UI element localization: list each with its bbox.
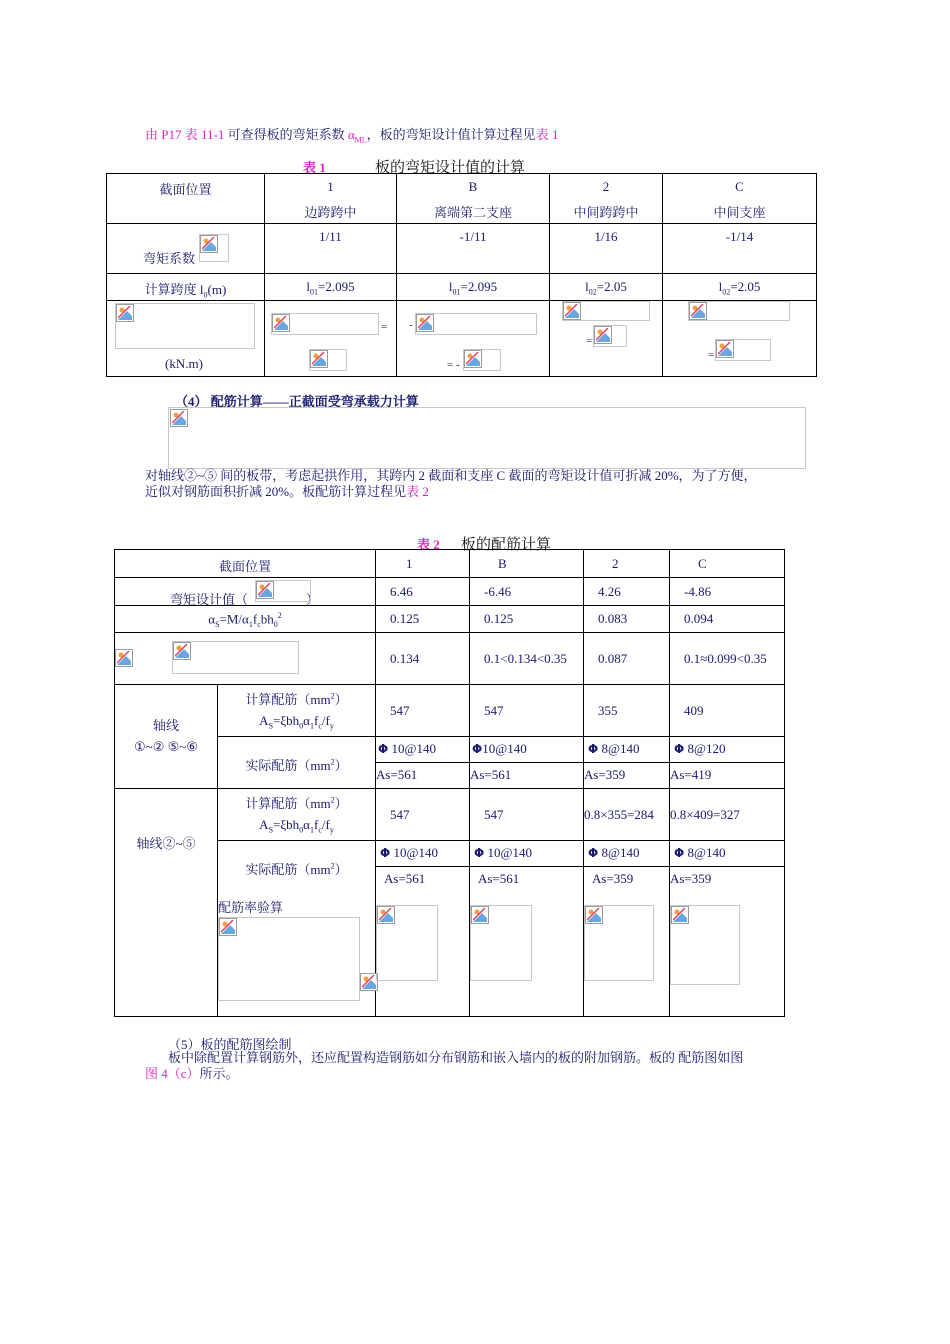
table1-span-1: $l_{01}=2.095$ — [265, 274, 397, 301]
broken-image-icon — [200, 235, 218, 253]
table2-group1-area-C: As=419 — [670, 763, 785, 789]
table2-group2-calc-label: 计算配筋$(mm^2)$ $A_S=\xi bh_0\alpha_1f_c/f_y$ — [218, 789, 376, 841]
table2-header-cell: 截面位置 — [115, 550, 376, 578]
broken-image-icon — [416, 314, 434, 332]
ratio-check-label: 配筋率验算 — [218, 900, 284, 915]
table1-coef-C: -1/14 — [663, 224, 817, 274]
broken-image-icon — [116, 304, 134, 322]
table2-title: 板的配筋计算 — [461, 537, 552, 553]
table1-coef-1: 1/11 — [265, 224, 397, 274]
table2-alpha-B: 0.125 — [470, 606, 584, 633]
table2-col-2: 2 — [584, 550, 670, 578]
table2-group1-area-B: As=561 — [470, 763, 584, 789]
table2-group1-area-1: As=561 — [376, 763, 470, 789]
table1-label: 表 1 — [303, 160, 326, 175]
table2-group2-calc-C: 0.8×409=327 — [670, 789, 785, 841]
section5-line-1: 板中除配置计算钢筋外，还应配置构造钢筋如分布钢筋和嵌入墙内的板的附加钢筋。板的 配筋图如图 — [168, 1050, 744, 1065]
arch-line-1: 对轴线②~⑤ 间的板带，考虑起拱作用，其跨内 2 截面和支座 C 截面的弯矩设计值可折减 20%，为了方便， — [145, 468, 757, 483]
table1-coef-B: -1/11 — [397, 224, 550, 274]
table1-span-B: $l_{01}=2.095$ — [397, 274, 550, 301]
intro-paragraph — [145, 124, 558, 145]
table2-moment-2: 4.26 — [584, 578, 670, 606]
table1 — [106, 173, 817, 377]
broken-image-icon — [377, 906, 395, 924]
table2-group1-bar-1: Φ 10@140 — [376, 737, 470, 763]
broken-image-icon — [310, 350, 328, 368]
table2-group2-actual-label: 实际配筋$(mm^2)$ 配筋率验算 — [218, 841, 376, 1017]
table2-group2-calc-1: 547 — [376, 789, 470, 841]
broken-image-icon — [671, 906, 689, 924]
table1-span-2: $l_{02}=2.05$ — [550, 274, 663, 301]
table2-group1-bar-C: Φ 8@120 — [670, 737, 785, 763]
table2-xi-1: 0.134 — [376, 633, 470, 685]
broken-image-icon — [464, 350, 482, 368]
table1-header-cell — [107, 174, 265, 224]
table1-header-label: 截面位置 — [159, 182, 212, 197]
table2-xi-2: 0.087 — [584, 633, 670, 685]
table2-moment-C: -4.86 — [670, 578, 785, 606]
broken-image-icon — [585, 906, 603, 924]
table2-alpha-2: 0.083 — [584, 606, 670, 633]
broken-image-icon — [563, 302, 581, 320]
table2-group2-bar-C: Φ 8@140 — [670, 841, 785, 867]
table1-col-2: 2 中间跨跨中 — [550, 174, 663, 224]
table1-col-C: C 中间支座 — [663, 174, 817, 224]
table2-xi-C: 0.1≈0.099<0.35 — [670, 633, 785, 685]
section4-formula-image — [168, 407, 806, 469]
table2-group2-calc-2: 0.8×355=284 — [584, 789, 670, 841]
section5-line-2: 所示。 — [199, 1066, 239, 1081]
table1-moment-B: - = - — [397, 300, 550, 376]
broken-image-icon — [716, 340, 734, 358]
broken-image-icon — [115, 649, 133, 667]
table2-alpha-label: $\alpha_S=M/\alpha_1f_cbh_0^2$ — [115, 606, 376, 633]
alpha-ml-symbol: $\alpha_{ML}$ — [347, 127, 367, 145]
table2-group2-area-B: As=561 — [470, 867, 584, 1017]
table1-moment-C: = — [663, 300, 817, 376]
table2-group1-calc-B: 547 — [470, 685, 584, 737]
table1-col-B: B 离端第二支座 — [397, 174, 550, 224]
table2-group2-bar-2: Φ 8@140 — [584, 841, 670, 867]
table1-moment-label-cell — [107, 300, 265, 376]
broken-image-icon — [256, 581, 274, 599]
arch-paragraph — [145, 468, 825, 500]
table1-moment-unit: (kN.m) — [165, 355, 203, 371]
table1-span-C: $l_{02}=2.05$ — [663, 274, 817, 301]
table2-xi-B: 0.1<0.134<0.35 — [470, 633, 584, 685]
intro-ref-table1[interactable]: 表 1 — [535, 127, 559, 142]
table2 — [114, 549, 785, 1017]
table2-col-B: B — [470, 550, 584, 578]
table2-group2-bar-1: Φ 10@140 — [376, 841, 470, 867]
table1-moment-2: = — [550, 300, 663, 376]
table2-moment-1: 6.46 — [376, 578, 470, 606]
arch-ref-table2[interactable]: 表 2 — [406, 484, 429, 499]
table2-group1-calc-label: 计算配筋$(mm^2)$ $A_S=\xi bh_0\alpha_1f_c/f_y$ — [218, 685, 376, 737]
broken-image-icon — [173, 642, 191, 660]
table1-col-1: 1 边跨跨中 — [265, 174, 397, 224]
table2-group2-calc-B: 547 — [470, 789, 584, 841]
table2-col-1: 1 — [376, 550, 470, 578]
table2-alpha-1: 0.125 — [376, 606, 470, 633]
section4-title: （4） 配筋计算——正截面受弯承载力计算 — [175, 394, 419, 409]
table2-group2-axis: 轴线②~⑤ — [115, 789, 218, 1017]
intro-text-2: ，板的弯矩设计值计算过程见 — [366, 127, 536, 142]
table2-group1-calc-2: 355 — [584, 685, 670, 737]
table2-group1-axis: 轴线 ①~② ⑤~⑥ — [115, 685, 218, 789]
table2-col-C: C — [670, 550, 785, 578]
table2-group1-calc-1: 547 — [376, 685, 470, 737]
broken-image-icon — [594, 326, 612, 344]
table2-label: 表 2 — [417, 537, 440, 552]
table2-group1-calc-C: 409 — [670, 685, 785, 737]
table1-moment-1: = — [265, 300, 397, 376]
table2-group2-area-2: As=359 — [584, 867, 670, 1017]
arch-line-2: 近似对钢筋面积折减 20%。板配筋计算过程见 — [145, 484, 407, 499]
broken-image-icon — [272, 314, 290, 332]
table2-group2-area-1: As=561 — [376, 867, 470, 1017]
table2-group1-bar-2: Φ 8@140 — [584, 737, 670, 763]
table2-group1-bar-B: Φ10@140 — [470, 737, 584, 763]
table1-coef-2: 1/16 — [550, 224, 663, 274]
intro-ref-p17[interactable]: 由 P17 表 11-1 — [145, 127, 225, 142]
intro-text-1: 可查得板的弯矩系数 — [224, 127, 348, 142]
table1-coef-label-cell — [107, 224, 265, 274]
table1-title: 板的弯矩设计值的计算 — [375, 160, 526, 176]
broken-image-icon — [689, 302, 707, 320]
table2-group2-area-C: As=359 — [670, 867, 785, 1017]
table2-group2-bar-B: Φ 10@140 — [470, 841, 584, 867]
broken-image-icon — [219, 918, 237, 936]
broken-image-icon — [170, 409, 188, 427]
section5-ref-fig4c[interactable]: 图 4（c） — [145, 1066, 200, 1081]
table1-coef-label: 弯矩系数 — [143, 251, 196, 266]
table2-moment-B: -6.46 — [470, 578, 584, 606]
table2-xi-label — [115, 633, 376, 685]
table2-alpha-C: 0.094 — [670, 606, 785, 633]
broken-image-icon — [471, 906, 489, 924]
table2-group1-actual-label: 实际配筋$(mm^2)$ — [218, 737, 376, 789]
table2-moment-label: 弯矩设计值（ ） — [115, 578, 376, 606]
table2-group1-area-2: As=359 — [584, 763, 670, 789]
table1-span-label: 计算跨度 $l_0(m)$ — [107, 274, 265, 301]
section5-paragraph — [145, 1050, 815, 1082]
section5-title: （5）板的配筋图绘制 — [168, 1037, 292, 1052]
